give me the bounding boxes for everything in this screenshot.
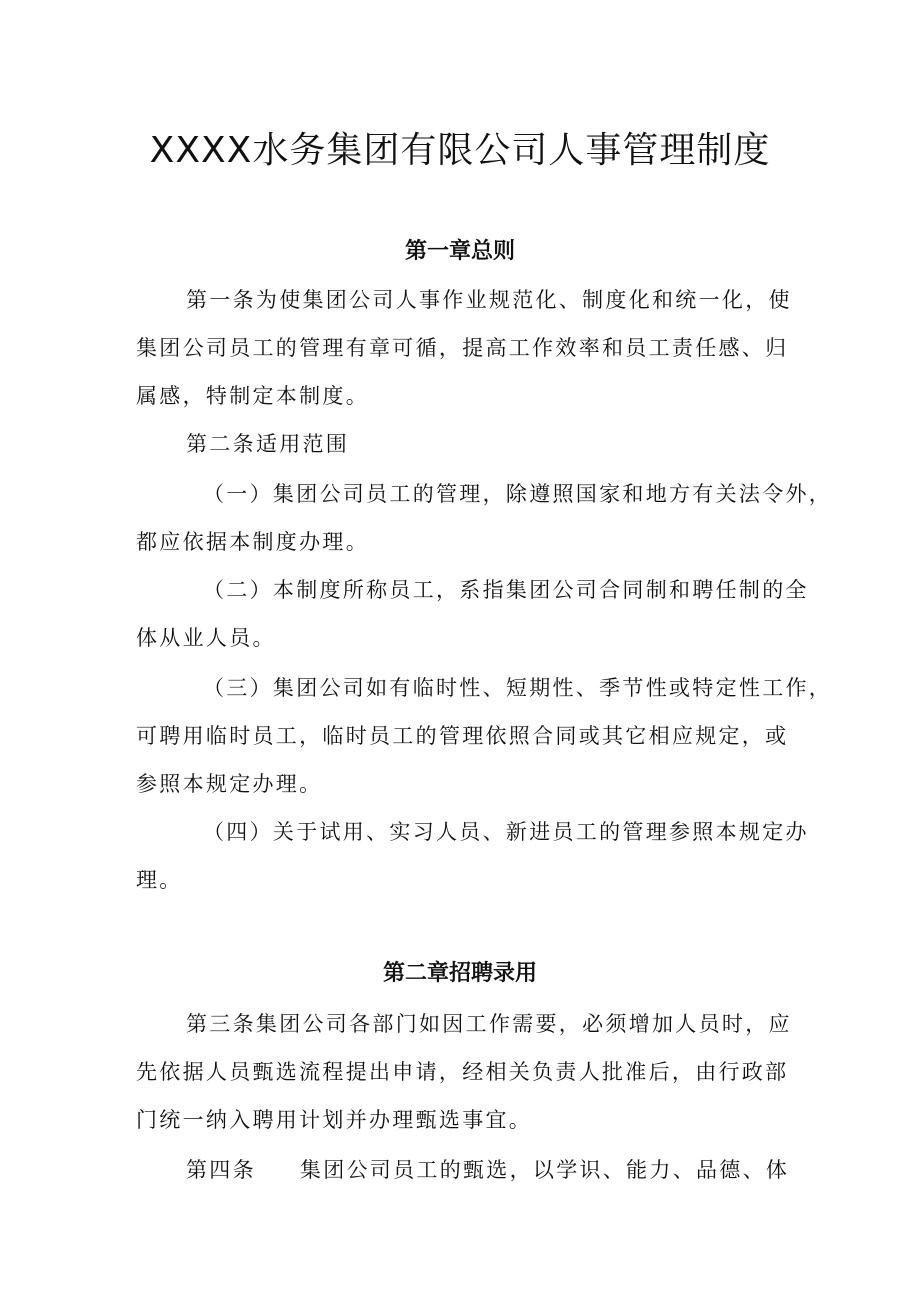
article-2-item-3 <box>136 664 833 808</box>
article-2-item-4 <box>136 808 809 904</box>
item-line: （一）集团公司员工的管理，除遵照国家和地方有关法令外， <box>203 482 833 506</box>
chapter-1-heading: 第一章总则 <box>404 239 515 264</box>
item-line: （四）关于试用、实习人员、新进员工的管理参照本规定办 <box>203 820 809 844</box>
item-line: 理。 <box>136 868 183 892</box>
item-line: 参照本规定办理。 <box>136 772 323 796</box>
document-title: XXXX水务集团有限公司人事管理制度 <box>149 130 771 171</box>
article-1-line: 第一条为使集团公司人事作业规范化、制度化和统一化，使 <box>186 288 792 312</box>
chapter-2-heading: 第二章招聘录用 <box>382 961 537 986</box>
item-line: 可聘用临时员工，临时员工的管理依照合同或其它相应规定，或 <box>136 724 789 748</box>
article-3-line: 门统一纳入聘用计划并办理甄选事宜。 <box>136 1108 533 1132</box>
article-1-line: 集团公司员工的管理有章可循，提高工作效率和员工责任感、归 <box>136 336 789 360</box>
article-1 <box>136 276 790 420</box>
article-4-text: 集团公司员工的甄选，以学识、能力、品德、体 <box>299 1158 790 1182</box>
article-4-label: 第四条 <box>186 1158 256 1182</box>
article-1-line: 属感，特制定本制度。 <box>136 384 369 408</box>
item-line: （二）本制度所称员工，系指集团公司合同制和聘任制的全 <box>203 578 809 602</box>
article-2-heading <box>136 420 790 468</box>
article-2-item-1 <box>136 470 833 566</box>
item-line: 体从业人员。 <box>136 626 276 650</box>
item-line: （三）集团公司如有临时性、短期性、季节性或特定性工作， <box>203 676 833 700</box>
article-2-title: 第二条适用范围 <box>186 432 350 456</box>
article-3 <box>136 1000 790 1144</box>
article-3-line: 第三条集团公司各部门如因工作需要，必须增加人员时，应 <box>186 1012 792 1036</box>
item-line: 都应依据本制度办理。 <box>136 530 369 554</box>
article-2-item-2 <box>136 566 809 662</box>
article-4 <box>136 1146 790 1194</box>
article-3-line: 先依据人员甄选流程提出申请，经相关负责人批准后，由行政部 <box>136 1060 789 1084</box>
article-4-line <box>136 1146 790 1194</box>
